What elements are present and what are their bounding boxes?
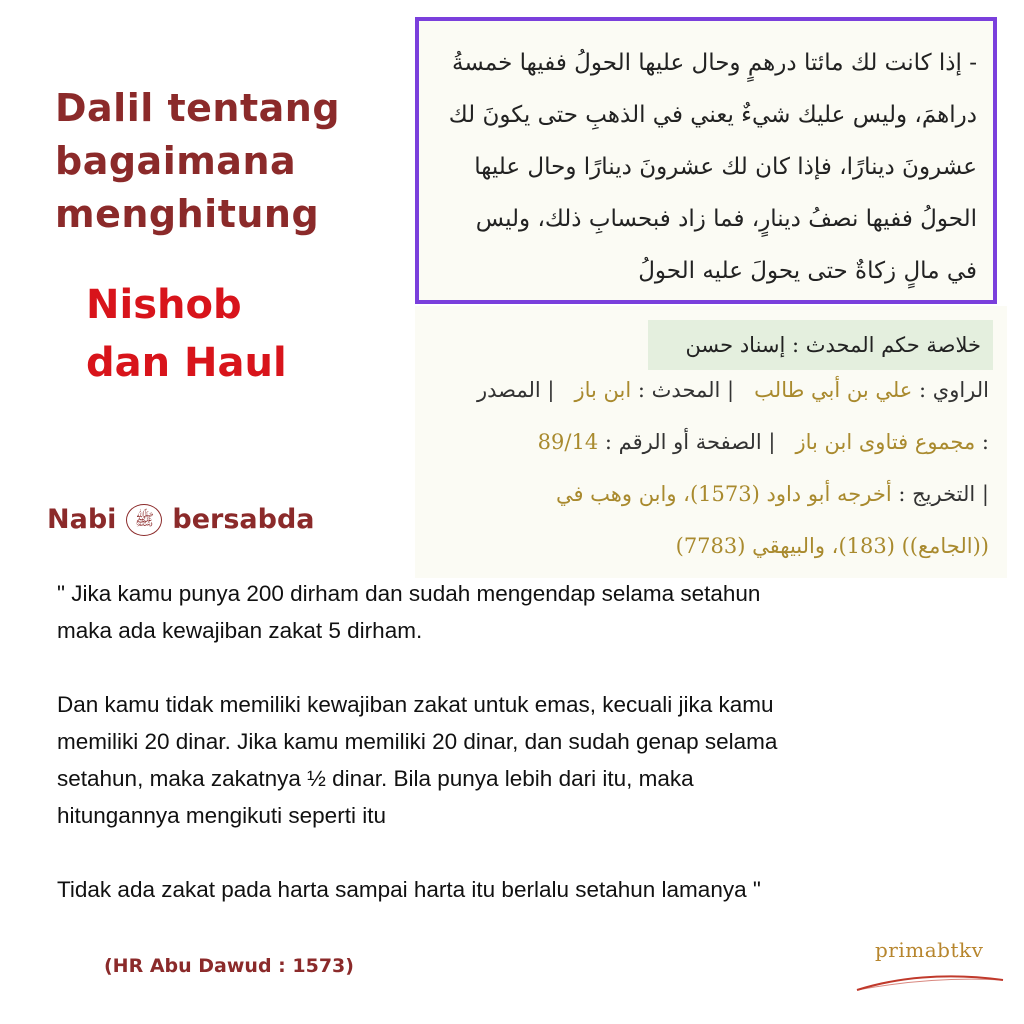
muhaddith-label: | المحدث : — [637, 378, 735, 402]
hadith-line: عشرونَ دينارًا، فإذا كان لك عشرونَ دينارًا وحال عليها — [474, 154, 977, 180]
page-label: | الصفحة أو الرقم : — [604, 430, 776, 454]
bersabda-word: bersabda — [172, 504, 315, 535]
page-title — [55, 82, 340, 241]
narrator-name: علي بن أبي طالب — [754, 378, 913, 402]
takhrij-line-2 — [676, 534, 989, 558]
page-subtitle — [86, 276, 287, 392]
title-line-2: bagaimana — [55, 139, 297, 183]
translation-line: setahun, maka zakatnya ½ dinar. Bila punya lebih dari itu, maka — [57, 766, 694, 791]
narrator-line — [477, 378, 989, 402]
hadith-line: - إذا كانت لك مائتا درهمٍ وحال عليها الحولُ ففيها خمسةُ — [451, 50, 977, 76]
translation-text — [57, 575, 977, 908]
translation-line: Dan kamu tidak memiliki kewajiban zakat untuk emas, kecuali jika kamu — [57, 692, 774, 717]
subtitle-line-1: Nishob — [86, 282, 242, 328]
book-prefix: : — [981, 430, 989, 454]
hadith-line: دراهمَ، وليس عليك شيءٌ يعني في الذهبِ حتى يكونَ لك — [448, 102, 977, 128]
takhrij-text-1: أخرجه أبو داود (1573)، وابن وهب في — [555, 482, 892, 506]
logo-text: primabtkv — [875, 938, 984, 962]
translation-line: " Jika kamu punya 200 dirham dan sudah mengendap selama setahun — [57, 581, 761, 606]
paragraph-gap — [57, 649, 977, 686]
hadith-line: في مالٍ زكاةٌ حتى يحولَ عليه الحولُ — [638, 258, 977, 284]
takhrij-label: | التخريج : — [898, 482, 989, 506]
hadith-arabic-box — [415, 17, 997, 304]
muhaddith-name: ابن باز — [574, 378, 632, 402]
translation-line: hitungannya mengikuti seperti itu — [57, 803, 386, 828]
narrator-label: الراوي : — [919, 378, 989, 402]
takhrij-text-2: ((الجامع)) (183)، والبيهقي (7783) — [675, 534, 989, 558]
nabi-heading — [47, 500, 315, 540]
hadith-citation: (HR Abu Dawud : 1573) — [104, 955, 354, 977]
takhrij-line-1 — [556, 482, 989, 506]
source-label: | المصدر — [476, 378, 555, 402]
book-title: مجموع فتاوى ابن باز — [795, 430, 976, 454]
grade-badge: خلاصة حكم المحدث : إسناد حسن — [648, 320, 993, 370]
subtitle-line-2: dan Haul — [86, 340, 287, 386]
brand-logo — [855, 938, 1005, 998]
hadith-line: الحولُ ففيها نصفُ دينارٍ، فما زاد فبحسابِ ذلك، وليس — [475, 206, 977, 232]
nabi-word: Nabi — [47, 504, 117, 535]
title-line-1: Dalil tentang — [55, 86, 341, 130]
salawat-icon: ﷺ — [126, 504, 162, 536]
hadith-source-panel — [415, 306, 1007, 578]
page-number: 89/14 — [537, 430, 599, 454]
title-line-3: menghitung — [55, 192, 320, 236]
translation-line: Tidak ada zakat pada harta sampai harta itu berlalu setahun lamanya " — [57, 877, 761, 902]
translation-line: maka ada kewajiban zakat 5 dirham. — [57, 618, 423, 643]
paragraph-gap — [57, 834, 977, 871]
translation-line: memiliki 20 dinar. Jika kamu memiliki 20 dinar, dan sudah genap selama — [57, 729, 778, 754]
book-line — [538, 430, 989, 454]
logo-swoosh-icon — [855, 960, 1005, 994]
